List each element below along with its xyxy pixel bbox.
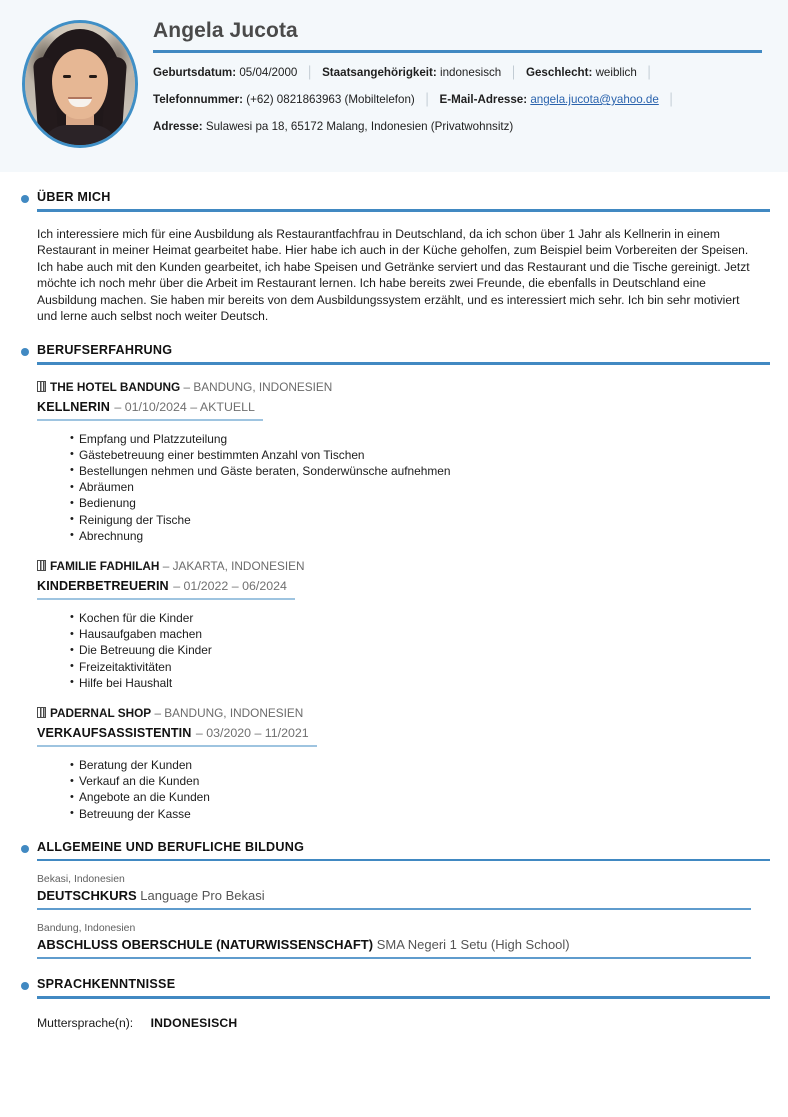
education-location: Bandung, Indonesien bbox=[37, 923, 136, 935]
job-org-name: FAMILIE FADHILAH bbox=[50, 558, 160, 573]
section-title-education: ALLGEMEINE UND BERUFLICHE BILDUNG bbox=[37, 839, 305, 854]
section-header-languages bbox=[18, 975, 770, 993]
education-location: Bekasi, Indonesien bbox=[37, 874, 125, 886]
education-school: Language Pro Bekasi bbox=[140, 888, 265, 904]
section-title-about: ÜBER MICH bbox=[37, 190, 111, 204]
section-header-experience bbox=[18, 341, 770, 359]
contact-label-birthdate: Geburtsdatum: bbox=[153, 66, 237, 79]
job-entry bbox=[37, 379, 770, 544]
job-org-location: – JAKARTA, INDONESIEN bbox=[162, 558, 305, 573]
section-header-education bbox=[18, 838, 770, 856]
job-org-name: PADERNAL SHOP bbox=[50, 706, 152, 720]
bullet-dot-icon bbox=[21, 845, 29, 853]
job-duties-list bbox=[37, 431, 770, 544]
job-title-row bbox=[37, 577, 295, 600]
contact-value-gender: weiblich bbox=[595, 66, 637, 79]
education-row bbox=[37, 936, 751, 959]
section-education bbox=[18, 838, 770, 960]
cv-header bbox=[0, 0, 788, 172]
job-title: VERKAUFSASSISTENTIN bbox=[37, 726, 192, 740]
job-title: KINDERBETREUERIN bbox=[37, 578, 169, 593]
job-title: KELLNERIN bbox=[37, 399, 110, 414]
contact-label-nationality: Staatsangehörigkeit: bbox=[322, 66, 437, 79]
contact-label-address: Adresse: bbox=[153, 120, 203, 133]
section-header-about bbox=[18, 188, 770, 206]
page-title: Angela Jucota bbox=[153, 19, 298, 42]
job-title-row bbox=[37, 724, 317, 747]
contact-separator-icon: │ bbox=[510, 66, 518, 79]
contact-value-address: Sulawesi pa 18, 65172 Malang, Indonesien (Privatwohnsitz) bbox=[205, 120, 514, 133]
list-item: • Hausaufgaben machen bbox=[70, 626, 770, 642]
education-school: SMA Negeri 1 Setu (High School) bbox=[376, 937, 570, 953]
job-org-location: – BANDUNG, INDONESIEN bbox=[183, 379, 333, 394]
contact-separator-icon: │ bbox=[646, 66, 654, 79]
list-item: • Angebote an die Kunden bbox=[70, 789, 770, 805]
section-about bbox=[18, 188, 770, 325]
avatar bbox=[20, 14, 140, 156]
job-duties-list bbox=[37, 757, 770, 822]
list-item: • Beratung der Kunden bbox=[70, 757, 770, 773]
education-list bbox=[37, 873, 751, 959]
job-dates: – 03/2020 – 11/2021 bbox=[195, 726, 309, 740]
job-organization bbox=[37, 379, 770, 395]
bullet-dot-icon bbox=[21, 195, 29, 203]
education-entry bbox=[37, 922, 751, 959]
section-experience bbox=[18, 341, 770, 822]
building-icon bbox=[37, 560, 46, 571]
section-divider bbox=[37, 996, 770, 999]
contact-separator-icon: │ bbox=[306, 66, 314, 79]
job-organization bbox=[37, 558, 770, 574]
list-item: • Betreuung der Kasse bbox=[70, 806, 770, 822]
contact-row-address bbox=[153, 119, 768, 134]
section-title-languages: SPRACHKENNTNISSE bbox=[37, 977, 176, 992]
list-item: • Hilfe bei Haushalt bbox=[70, 675, 770, 691]
contact-separator-icon: │ bbox=[423, 93, 432, 106]
contact-separator-icon: │ bbox=[668, 93, 676, 106]
mother-tongue-label: Muttersprache(n): bbox=[37, 1015, 134, 1030]
job-organization bbox=[37, 705, 770, 721]
section-languages bbox=[18, 975, 770, 1031]
email-link[interactable]: angela.jucota@yahoo.de bbox=[530, 93, 659, 106]
contact-value-phone: (+62) 0821863963 (Mobiltelefon) bbox=[246, 93, 415, 106]
photo-eye-right bbox=[89, 75, 97, 78]
contact-row-personal bbox=[153, 65, 768, 80]
education-row bbox=[37, 887, 751, 910]
contact-row-reach bbox=[153, 92, 768, 107]
job-entry bbox=[37, 558, 770, 691]
list-item: • Abrechnung bbox=[70, 528, 770, 544]
cv-body bbox=[0, 188, 788, 1031]
list-item: • Kochen für die Kinder bbox=[70, 610, 770, 626]
list-item: • Bedienung bbox=[70, 495, 770, 511]
job-org-location: – BANDUNG, INDONESIEN bbox=[154, 706, 304, 720]
list-item: • Bestellungen nehmen und Gäste beraten, Sonderwünsche aufnehmen bbox=[70, 463, 770, 479]
contact-label-phone: Telefonnummer: bbox=[153, 93, 243, 106]
list-item: • Freizeitaktivitäten bbox=[70, 659, 770, 675]
job-duties-list bbox=[37, 610, 770, 691]
mother-tongue-row bbox=[37, 1015, 751, 1031]
job-dates: – 01/2022 – 06/2024 bbox=[173, 578, 287, 593]
job-org-name: THE HOTEL BANDUNG bbox=[50, 379, 181, 394]
photo-shoulders bbox=[41, 125, 119, 148]
list-item: • Reinigung der Tische bbox=[70, 512, 770, 528]
mother-tongue-value: INDONESISCH bbox=[150, 1015, 238, 1030]
photo-face bbox=[52, 49, 108, 119]
name-divider bbox=[153, 50, 762, 53]
list-item: • Die Betreuung die Kinder bbox=[70, 642, 770, 658]
profile-photo-icon bbox=[22, 20, 138, 148]
header-details bbox=[140, 14, 768, 134]
section-divider bbox=[37, 859, 770, 862]
list-item: • Verkauf an die Kunden bbox=[70, 773, 770, 789]
contact-value-nationality: indonesisch bbox=[440, 66, 502, 79]
job-title-row bbox=[37, 398, 263, 421]
bullet-dot-icon bbox=[21, 348, 29, 356]
bullet-dot-icon bbox=[21, 982, 29, 990]
education-entry bbox=[37, 873, 751, 910]
section-divider bbox=[37, 209, 770, 212]
contact-value-birthdate: 05/04/2000 bbox=[239, 66, 298, 79]
list-item: • Gästebetreuung einer bestimmten Anzahl von Tischen bbox=[70, 447, 770, 463]
building-icon bbox=[37, 381, 46, 392]
section-divider bbox=[37, 362, 770, 365]
job-entry bbox=[37, 705, 770, 822]
education-degree: ABSCHLUSS OBERSCHULE (NATURWISSENSCHAFT) bbox=[37, 937, 374, 953]
contact-label-gender: Geschlecht: bbox=[525, 66, 593, 79]
contact-label-email: E-Mail-Adresse: bbox=[439, 93, 528, 106]
section-title-experience: BERUFSERFAHRUNG bbox=[37, 343, 173, 358]
list-item: • Empfang und Platzzuteilung bbox=[70, 431, 770, 447]
job-dates: – 01/10/2024 – AKTUELL bbox=[114, 399, 255, 414]
education-degree: DEUTSCHKURS bbox=[37, 888, 137, 904]
experience-list bbox=[37, 379, 770, 822]
list-item: • Abräumen bbox=[70, 479, 770, 495]
building-icon bbox=[37, 707, 46, 718]
photo-eye-left bbox=[63, 75, 71, 78]
about-text: Ich interessiere mich für eine Ausbildung als Restaurantfachfrau in Deutschland, da ich schon über 1 Jahr als Kellnerin in einem Restaurant in meiner Heimat gearbeitet habe. Hier habe ich auch in der Küche geholfen, zum Beispiel beim Vorbereiten der Speisen. Ich habe auch mit den Kunden gearbeitet, ich habe Speisen und Getränke serviert und das Restaurant und die Tische gereinigt. Jetzt möchte ich noch mehr über die Arbeit im Restaurant lernen. Ich habe bereits zwei Freunde, die ebenfalls in Deutschland eine Ausbildung machen. Sie haben mir bereits von dem Ausbildungssystem erzählt, und es interessiert mich sehr. Ich bin sehr motiviert und lerne auch selbst noch weiter Deutsch. bbox=[37, 226, 750, 324]
